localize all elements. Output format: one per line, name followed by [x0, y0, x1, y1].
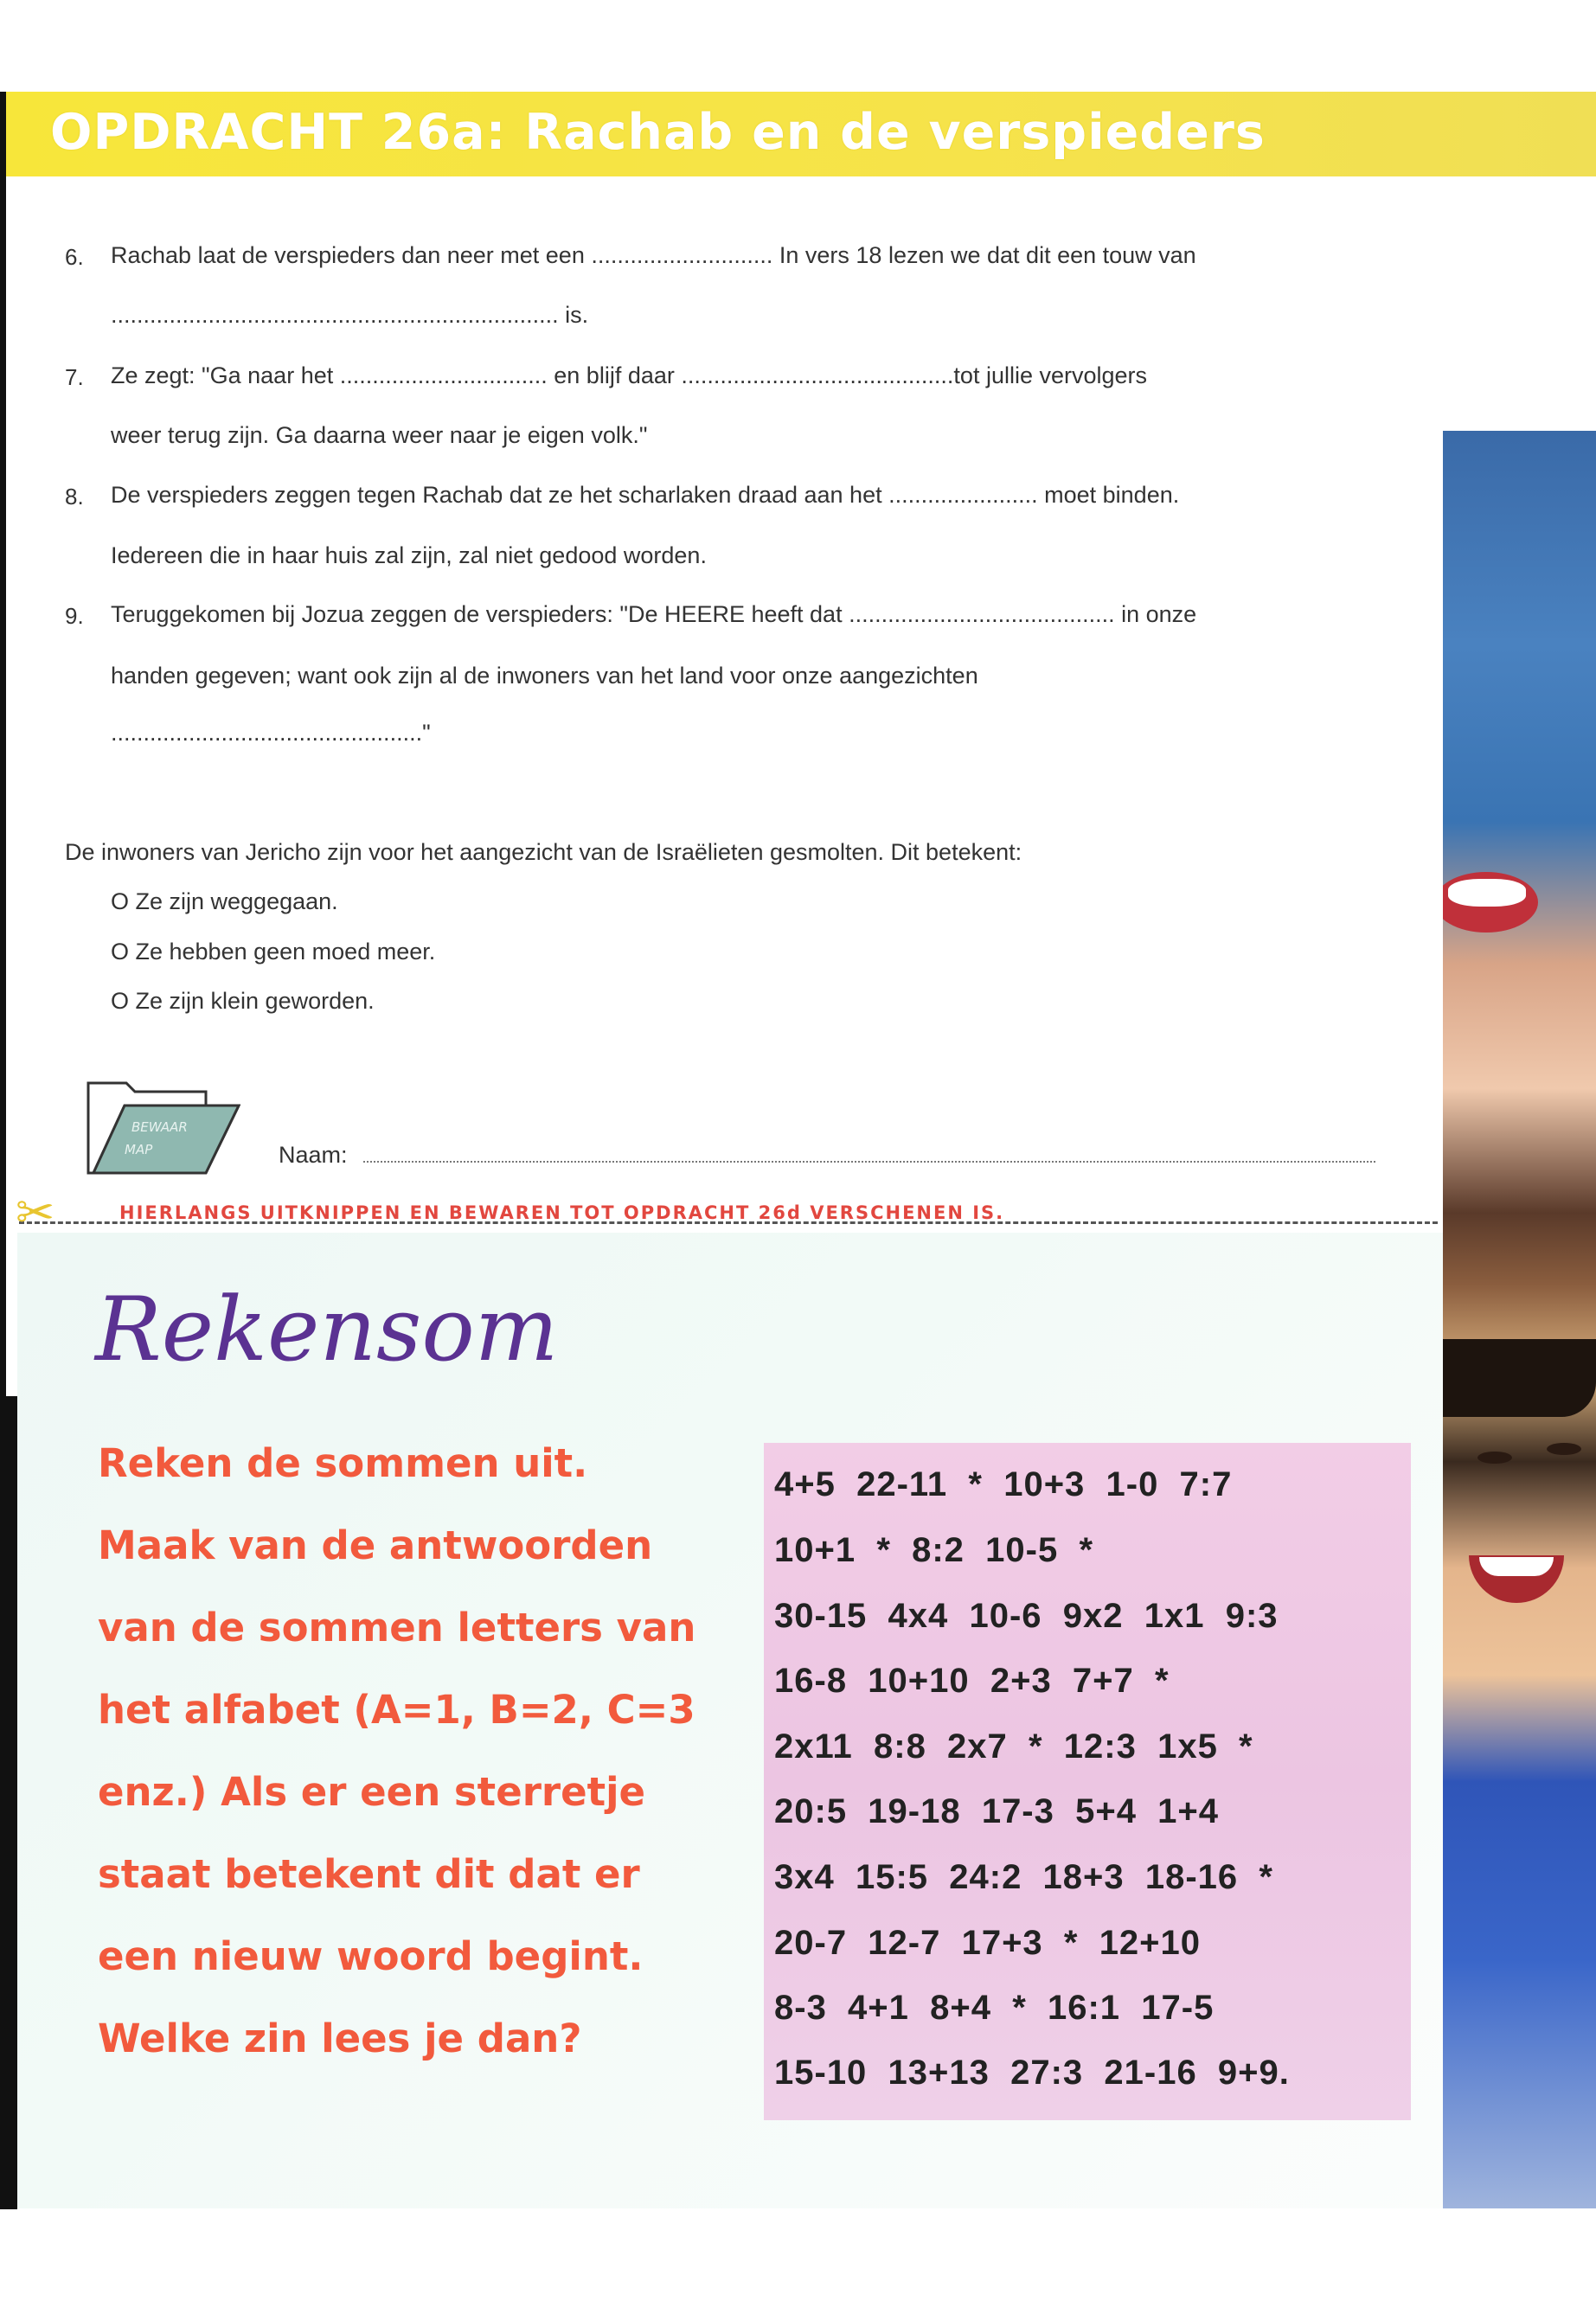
instruction-line: Welke zin lees je dan?	[98, 2016, 582, 2061]
question-number: 8.	[65, 484, 84, 510]
sum-row: 20-7 12-7 17+3 * 12+10	[774, 1924, 1202, 1962]
multiple-choice-intro: De inwoners van Jericho zijn voor het aangezicht van de Israëlieten gesmolten. Dit betekent:	[65, 839, 1022, 865]
name-field[interactable]	[363, 1161, 1375, 1163]
sum-row: 8-3 4+1 8+4 * 16:1 17-5	[774, 1989, 1215, 2027]
sum-row: 10+1 * 8:2 10-5 *	[774, 1531, 1094, 1569]
folder-label: MAP	[125, 1142, 153, 1157]
instruction-line: een nieuw woord begint.	[98, 1933, 644, 1979]
instruction-line: enz.) Als er een sterretje	[98, 1769, 646, 1815]
sum-row: 16-8 10+10 2+3 7+7 *	[774, 1662, 1170, 1700]
left-border	[0, 1396, 17, 2209]
question-number: 9.	[65, 603, 84, 629]
sum-row: 2x11 8:8 2x7 * 12:3 1x5 *	[774, 1727, 1253, 1766]
question-text: handen gegeven; want ook zijn al de inwoners van het land voor onze aangezichten	[111, 663, 978, 689]
instruction-line: van de sommen letters van	[98, 1605, 696, 1650]
instruction-line: Reken de sommen uit.	[98, 1440, 588, 1486]
folder-icon	[85, 1080, 240, 1176]
choice-option[interactable]: O Ze zijn weggegaan.	[111, 888, 338, 914]
folder-label: BEWAAR	[131, 1119, 188, 1135]
sum-row: 3x4 15:5 24:2 18+3 18-16 *	[774, 1858, 1273, 1896]
page-title: OPDRACHT 26a: Rachab en de verspieders	[50, 104, 1266, 161]
question-number: 6.	[65, 244, 84, 270]
question-text: Rachab laat de verspieders dan neer met een ............................ In vers 18 lezen we dat dit een touw van	[111, 242, 1196, 268]
choice-option[interactable]: O Ze zijn klein geworden.	[111, 988, 375, 1014]
left-border	[0, 92, 6, 1413]
sum-row: 20:5 19-18 17-3 5+4 1+4	[774, 1792, 1220, 1830]
question-text: Teruggekomen bij Jozua zeggen de verspieders: "De HEERE heeft dat ......................................... in onze	[111, 601, 1197, 627]
sum-row: 30-15 4x4 10-6 9x2 1x1 9:3	[774, 1597, 1279, 1635]
question-text: De verspieders zeggen tegen Rachab dat ze het scharlaken draad aan het ....................... moet binden.	[111, 482, 1180, 508]
question-text: Ze zegt: "Ga naar het ................................ en blijf daar ..........................................tot jullie vervolgers	[111, 362, 1148, 388]
question-text: Iedereen die in haar huis zal zijn, zal niet gedood worden.	[111, 542, 707, 568]
cut-instruction: HIERLANGS UITKNIPPEN EN BEWAREN TOT OPDRACHT 26d VERSCHENEN IS.	[119, 1202, 1005, 1223]
name-label: Naam:	[279, 1142, 348, 1168]
sum-row: 4+5 22-11 * 10+3 1-0 7:7	[774, 1465, 1233, 1503]
instruction-line: staat betekent dit dat er	[98, 1851, 640, 1897]
instruction-line: Maak van de antwoorden	[98, 1522, 653, 1568]
instruction-line: het alfabet (A=1, B=2, C=3	[98, 1687, 695, 1733]
choice-option[interactable]: O Ze hebben geen moed meer.	[111, 939, 436, 965]
rekensom-title: Rekensom	[95, 1279, 559, 1381]
question-number: 7.	[65, 364, 84, 390]
question-text: ..................................................................... is.	[111, 302, 589, 328]
scissors-icon: ✂	[16, 1187, 55, 1239]
question-text: weer terug zijn. Ga daarna weer naar je eigen volk."	[111, 422, 648, 448]
children-photo	[1443, 431, 1596, 2208]
sum-row: 15-10 13+13 27:3 21-16 9+9.	[774, 2054, 1290, 2092]
question-text: ................................................"	[111, 720, 431, 746]
